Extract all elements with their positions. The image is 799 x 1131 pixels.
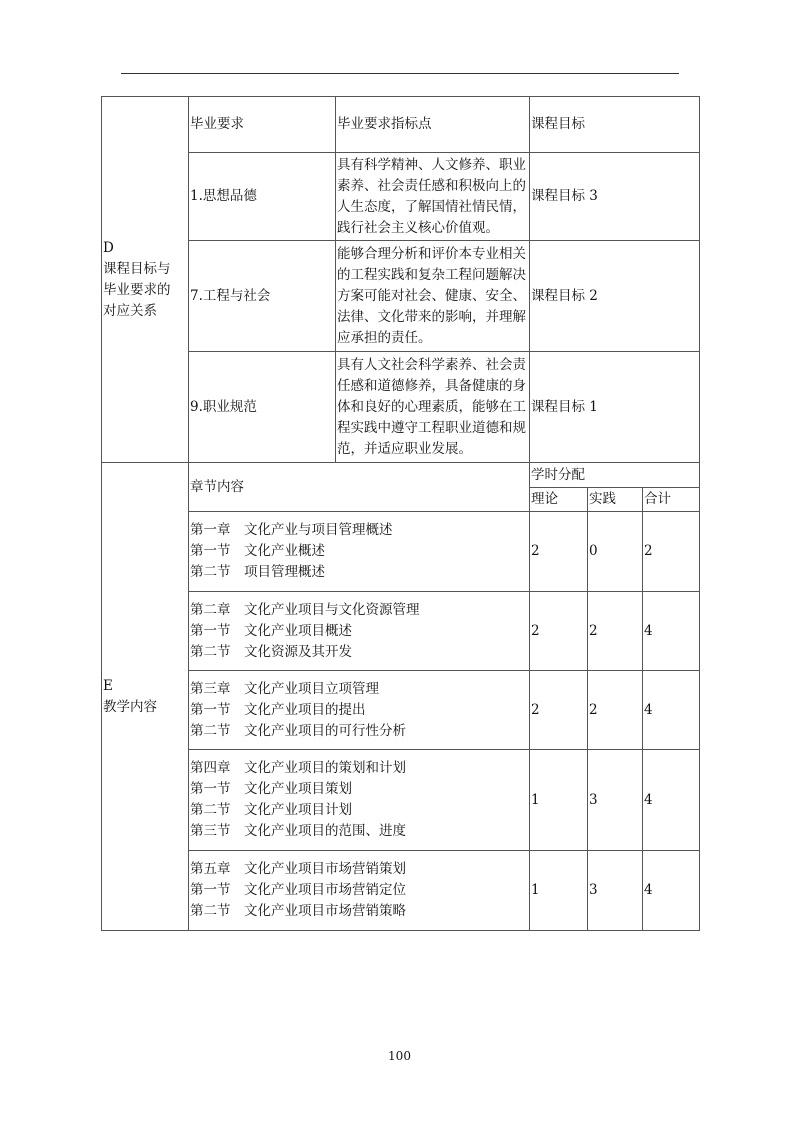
chapter-content (189, 512, 530, 592)
requirement-cell: 7.工程与社会 (189, 241, 336, 352)
chapter-content (189, 750, 530, 851)
chapter-content (189, 592, 530, 671)
total-hours: 2 (643, 512, 700, 592)
header-requirement: 毕业要求 (189, 97, 336, 153)
table-row (102, 352, 700, 463)
indicator-cell: 具有人文社会科学素养、社会责任感和道德修养，具备健康的身体和良好的心理素质，能够在工程实践中遵守工程职业道德和规范，并适应职业发展。 (336, 352, 530, 463)
table-row (102, 851, 700, 931)
table-row (102, 671, 700, 750)
indicator-cell: 具有科学精神、人文修养、职业素养、社会责任感和积极向上的人生态度，了解国情社情民情，践行社会主义核心价值观。 (336, 153, 530, 241)
total-hours: 4 (643, 750, 700, 851)
practice-hours: 0 (588, 512, 643, 592)
goal-cell: 课程目标 2 (530, 241, 700, 352)
chapter-line: 第一节 文化产业项目概述 (190, 622, 352, 639)
total-hours: 4 (643, 592, 700, 671)
course-table (101, 96, 700, 931)
practice-hours: 3 (588, 750, 643, 851)
chapter-content (189, 671, 530, 750)
chapter-line: 第一节 文化产业项目的提出 (190, 701, 366, 718)
header-hours: 学时分配 (530, 463, 700, 488)
header-indicator: 毕业要求指标点 (336, 97, 530, 153)
section-e-label: E 教学内容 (102, 463, 189, 931)
theory-hours: 2 (530, 592, 588, 671)
table-row (102, 592, 700, 671)
chapter-line: 第五章 文化产业项目市场营销策划 (190, 861, 406, 877)
table-row (102, 153, 700, 241)
theory-hours: 1 (530, 851, 588, 931)
chapter-line: 第三节 文化产业项目的范围、进度 (190, 823, 406, 839)
chapter-line: 第二节 文化产业项目市场营销策略 (190, 903, 406, 919)
chapter-line: 第一章 文化产业与项目管理概述 (190, 522, 393, 538)
total-hours: 4 (643, 671, 700, 750)
theory-hours: 2 (530, 671, 588, 750)
chapter-line: 第二节 项目管理概述 (190, 564, 325, 580)
practice-hours: 2 (588, 671, 643, 750)
header-rule (121, 73, 679, 74)
chapter-line: 第一节 文化产业项目市场营销定位 (190, 882, 406, 898)
requirement-cell: 9.职业规范 (189, 352, 336, 463)
header-practice: 实践 (588, 488, 643, 512)
chapter-line: 第四章 文化产业项目的策划和计划 (190, 760, 406, 776)
chapter-content (189, 851, 530, 931)
goal-cell: 课程目标 1 (530, 352, 700, 463)
theory-hours: 2 (530, 512, 588, 592)
header-goal: 课程目标 (530, 97, 700, 153)
chapter-line: 第二节 文化资源及其开发 (190, 643, 352, 660)
chapter-line: 第二节 文化产业项目的可行性分析 (190, 722, 406, 739)
header-theory: 理论 (530, 488, 588, 512)
chapter-line: 第一节 文化产业概述 (190, 543, 325, 559)
chapter-line: 第一节 文化产业项目策划 (190, 781, 352, 797)
page-number: 100 (388, 1049, 411, 1063)
table-row (102, 512, 700, 592)
requirement-cell: 1.思想品德 (189, 153, 336, 241)
chapter-line: 第二章 文化产业项目与文化资源管理 (190, 601, 420, 618)
table-row (102, 750, 700, 851)
header-content: 章节内容 (189, 463, 530, 512)
practice-hours: 2 (588, 592, 643, 671)
table-row (102, 241, 700, 352)
theory-hours: 1 (530, 750, 588, 851)
header-total: 合计 (643, 488, 700, 512)
goal-cell: 课程目标 3 (530, 153, 700, 241)
indicator-cell: 能够合理分析和评价本专业相关的工程实践和复杂工程问题解决方案可能对社会、健康、安全、法律、文化带来的影响，并理解应承担的责任。 (336, 241, 530, 352)
chapter-line: 第三章 文化产业项目立项管理 (190, 680, 379, 697)
chapter-line: 第二节 文化产业项目计划 (190, 802, 352, 818)
practice-hours: 3 (588, 851, 643, 931)
total-hours: 4 (643, 851, 700, 931)
section-d-label: D 课程目标与 毕业要求的 对应关系 (102, 97, 189, 463)
